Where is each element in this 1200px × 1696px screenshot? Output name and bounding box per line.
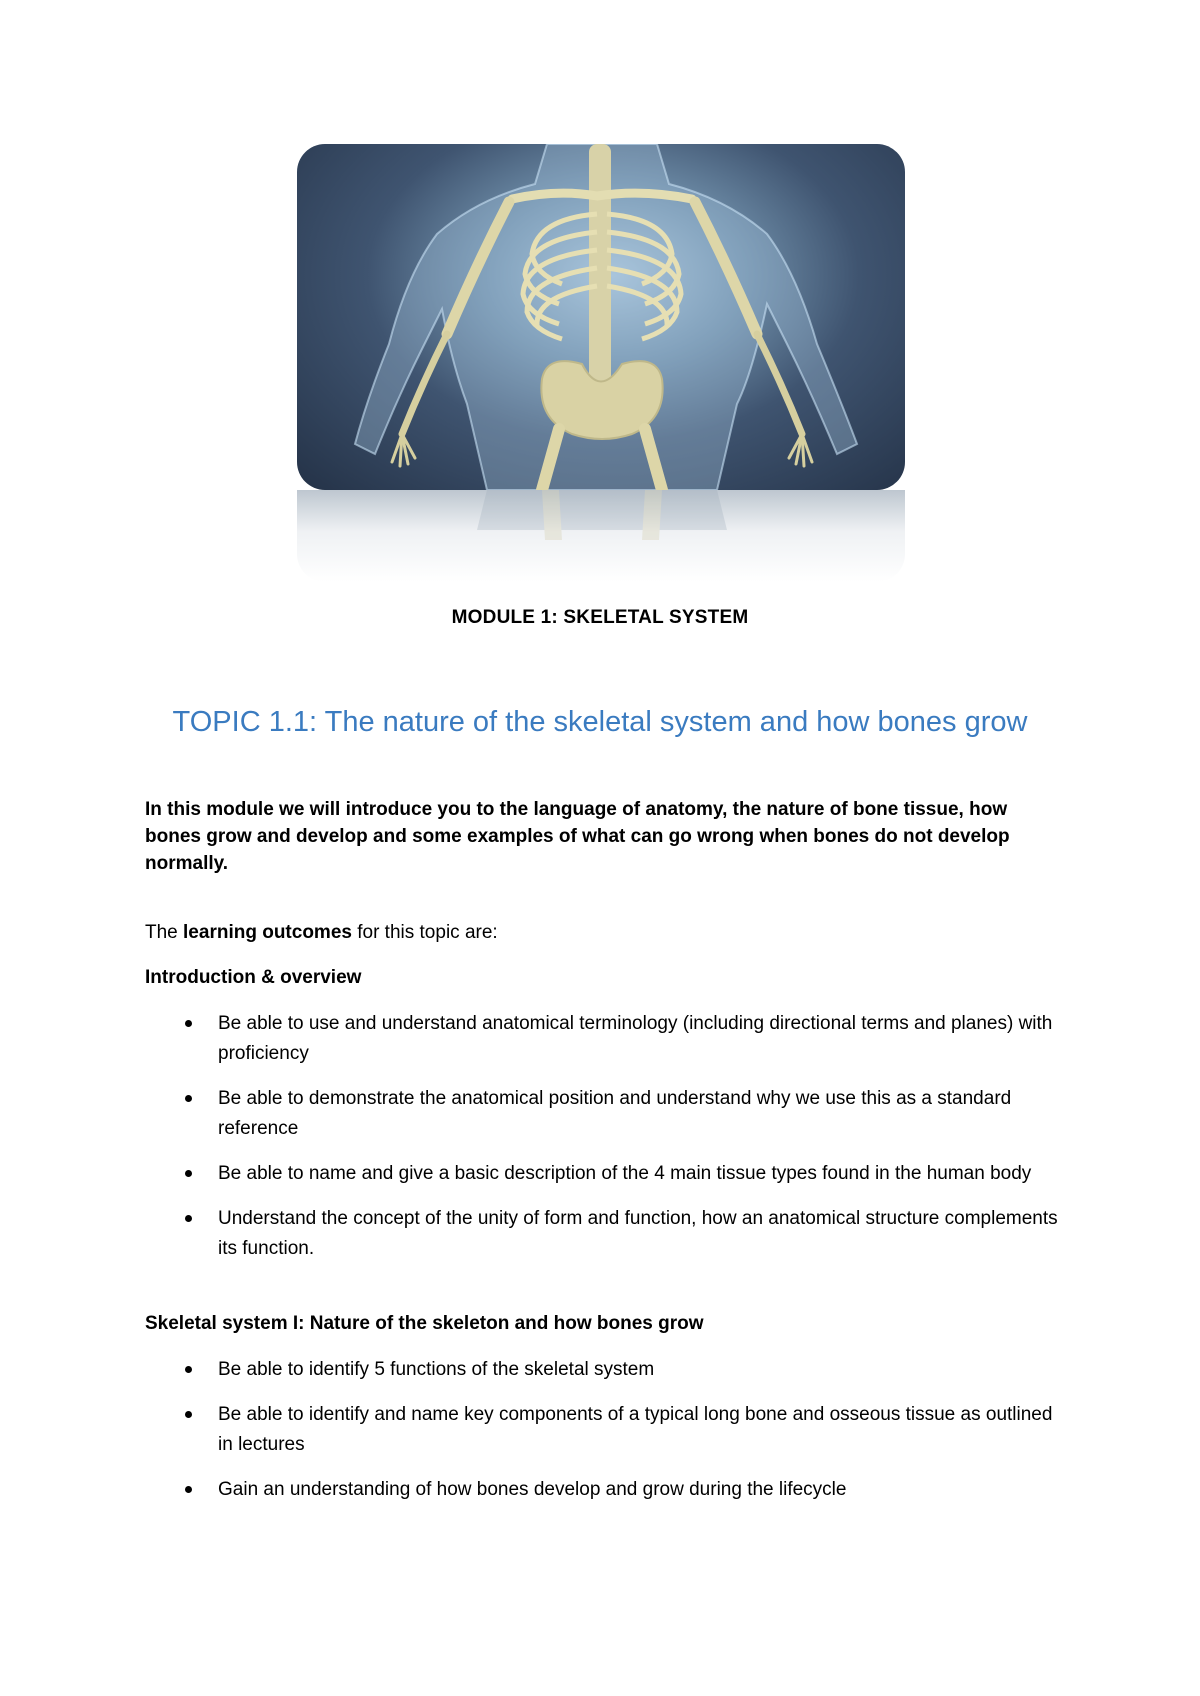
bullet-dot-icon	[185, 1486, 192, 1493]
section-heading-intro: Introduction & overview	[145, 967, 362, 988]
list-item	[145, 1400, 1065, 1460]
topic-title: TOPIC 1.1: The nature of the skeletal system and how bones grow	[172, 706, 1028, 738]
bullet-list-intro	[145, 1009, 1065, 1279]
list-item	[145, 1204, 1065, 1264]
bullet-dot-icon	[185, 1170, 192, 1177]
list-item	[145, 1475, 1065, 1505]
skeleton-illustration	[297, 144, 905, 490]
outcomes-prefix: The	[145, 922, 184, 943]
skeleton-image-reflection	[297, 490, 905, 582]
list-item	[145, 1009, 1065, 1069]
list-item-text: Be able to identify and name key components of a typical long bone and osseous tissue as outlined in lectures	[218, 1404, 1053, 1455]
intro-paragraph: In this module we will introduce you to the language of anatomy, the nature of bone tissue, how bones grow and develop and some examples of what can go wrong when bones do not develop normally.	[145, 799, 1010, 874]
list-item-text: Be able to demonstrate the anatomical position and understand why we use this as a standard reference	[218, 1088, 1012, 1139]
list-item	[145, 1355, 1065, 1385]
list-item-text: Be able to name and give a basic description of the 4 main tissue types found in the human body	[218, 1163, 1032, 1184]
list-item-text: Understand the concept of the unity of form and function, how an anatomical structure complements its function.	[218, 1208, 1058, 1259]
learning-outcomes-line	[145, 922, 498, 944]
bullet-dot-icon	[185, 1366, 192, 1373]
bullet-list-skeletal	[145, 1355, 1065, 1520]
skeleton-image	[297, 144, 905, 490]
outcomes-suffix: for this topic are:	[351, 922, 498, 943]
bullet-dot-icon	[185, 1215, 192, 1222]
list-item-text: Be able to identify 5 functions of the skeletal system	[218, 1359, 655, 1380]
list-item	[145, 1084, 1065, 1144]
list-item	[145, 1159, 1065, 1189]
list-item-text: Gain an understanding of how bones develop and grow during the lifecycle	[218, 1479, 847, 1500]
bullet-dot-icon	[185, 1020, 192, 1027]
bullet-dot-icon	[185, 1411, 192, 1418]
reflection-shape	[297, 490, 905, 582]
section-heading-skeletal: Skeletal system I: Nature of the skeleton and how bones grow	[145, 1313, 704, 1334]
outcomes-bold: learning outcomes	[183, 922, 352, 943]
list-item-text: Be able to use and understand anatomical terminology (including directional terms and planes) with proficiency	[218, 1013, 1053, 1064]
module-title: MODULE 1: SKELETAL SYSTEM	[451, 607, 749, 628]
bullet-dot-icon	[185, 1095, 192, 1102]
